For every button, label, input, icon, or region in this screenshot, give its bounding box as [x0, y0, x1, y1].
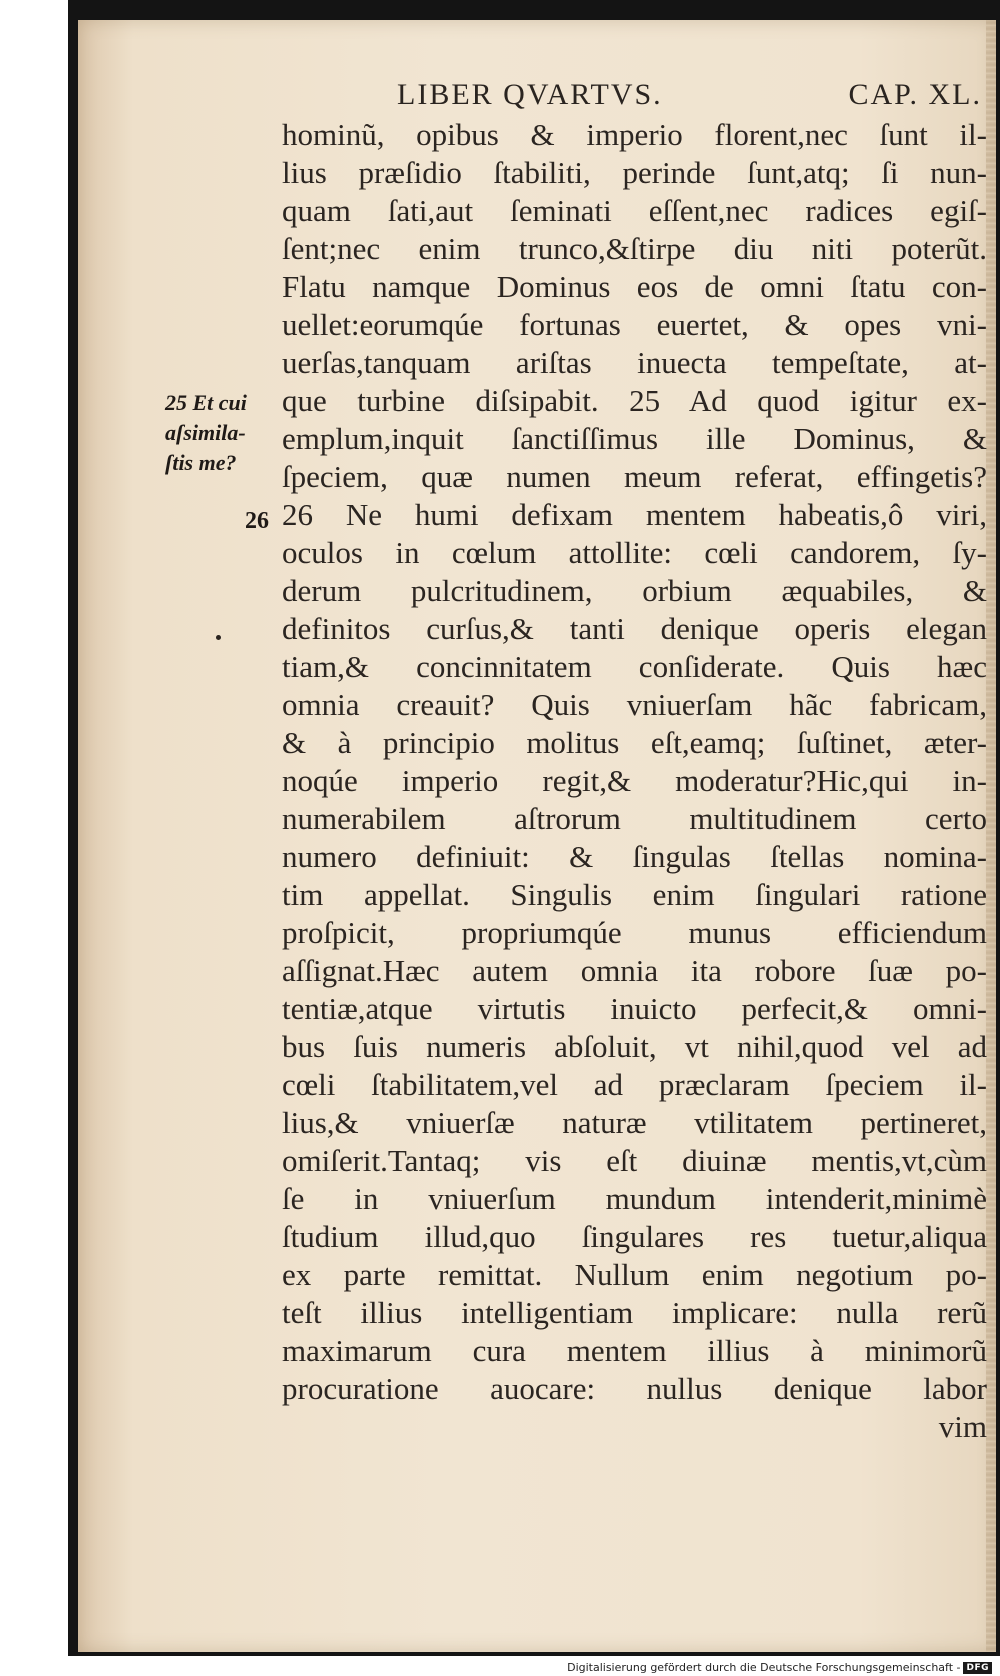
text-line: ſent;nec enim trunco,&ſtirpe diu niti poterũt. — [282, 231, 987, 266]
text-line: tim appellat. Singulis enim ſingulari ratione — [282, 877, 987, 912]
text-line: quam ſati,aut ſeminati eſſent,nec radices egiſ- — [282, 193, 987, 228]
text-line: que turbine diſsipabit. 25 Ad quod igitur ex- — [282, 383, 987, 418]
text-line: ex parte remittat. Nullum enim negotium po- — [282, 1257, 987, 1292]
body-text — [282, 116, 987, 1446]
text-line: lius,& vniuerſæ naturæ vtilitatem pertineret, — [282, 1105, 987, 1140]
text-line: ſe in vniuerſum mundum intenderit,minimè — [282, 1181, 987, 1216]
text-line: lius præſidio ſtabiliti, perinde ſunt,atq; ſi nun- — [282, 155, 987, 190]
margin-note-line: ſtis me? — [165, 450, 237, 475]
text-line: definitos curſus,& tanti denique operis elegan — [282, 611, 987, 646]
text-line: aſſignat.Hæc autem omnia ita robore ſuæ po- — [282, 953, 987, 988]
text-line: procuratione auocare: nullus denique labor — [282, 1371, 987, 1406]
margin-note — [165, 388, 275, 478]
text-line: 26 Ne humi defixam mentem habeatis,ô viri, — [282, 497, 987, 532]
text-line: uellet:eorumqúe fortunas euertet, & opes vni- — [282, 307, 987, 342]
page-edge — [986, 20, 996, 1652]
book-title: LIBER QVARTVS. — [397, 78, 663, 111]
text-line: numero definiuit: & ſingulas ſtellas nomina- — [282, 839, 987, 874]
text-line: omiſerit.Tantaq; vis eſt diuinæ mentis,vt,cùm — [282, 1143, 987, 1178]
margin-note-line: aſsimila- — [165, 420, 246, 445]
text-line: omnia creauit? Quis vniuerſam hãc fabricam, — [282, 687, 987, 722]
text-line: derum pulcritudinem, orbium æquabiles, & — [282, 573, 987, 608]
margin-note-line: 25 Et cui — [165, 390, 247, 415]
digitization-credit — [567, 1661, 992, 1674]
text-line: bus ſuis numeris abſoluit, vt nihil,quod vel ad — [282, 1029, 987, 1064]
text-line: cœli ſtabilitatem,vel ad præclaram ſpeciem il- — [282, 1067, 987, 1102]
text-line: maximarum cura mentem illius à minimorũ — [282, 1333, 987, 1368]
text-line: tiam,& concinnitatem conſiderate. Quis hæc — [282, 649, 987, 684]
text-line: oculos in cœlum attollite: cœli candorem, ſy- — [282, 535, 987, 570]
running-head — [397, 78, 982, 118]
text-line: teſt illius intelligentiam implicare: nulla rerũ — [282, 1295, 987, 1330]
chapter-label: CAP. XL. — [848, 78, 982, 111]
text-line: ſpeciem, quæ numen meum referat, effingetis? — [282, 459, 987, 494]
text-line: tentiæ,atque virtutis inuicto perfecit,& omni- — [282, 991, 987, 1026]
dfg-logo: DFG — [963, 1662, 992, 1674]
verse-number: 26 — [245, 508, 269, 534]
text-line: hominũ, opibus & imperio florent,nec ſunt il- — [282, 117, 987, 152]
text-line: vim — [938, 1409, 987, 1444]
text-line: proſpicit, propriumqúe munus efficiendum — [282, 915, 987, 950]
credit-text: Digitalisierung gefördert durch die Deutsche Forschungsgemeinschaft - — [567, 1661, 961, 1674]
text-line: uerſas,tanquam ariſtas inuecta tempeſtate, at- — [282, 345, 987, 380]
text-line: noqúe imperio regit,& moderatur?Hic,qui in- — [282, 763, 987, 798]
text-line: & à principio molitus eſt,eamq; ſuſtinet, æter- — [282, 725, 987, 760]
text-line: ſtudium illud,quo ſingulares res tuetur,aliqua — [282, 1219, 987, 1254]
text-line: emplum,inquit ſanctiſſimus ille Dominus, & — [282, 421, 987, 456]
ink-speck — [216, 635, 221, 640]
text-line: Flatu namque Dominus eos de omni ſtatu con- — [282, 269, 987, 304]
text-line: numerabilem aſtrorum multitudinem certo — [282, 801, 987, 836]
